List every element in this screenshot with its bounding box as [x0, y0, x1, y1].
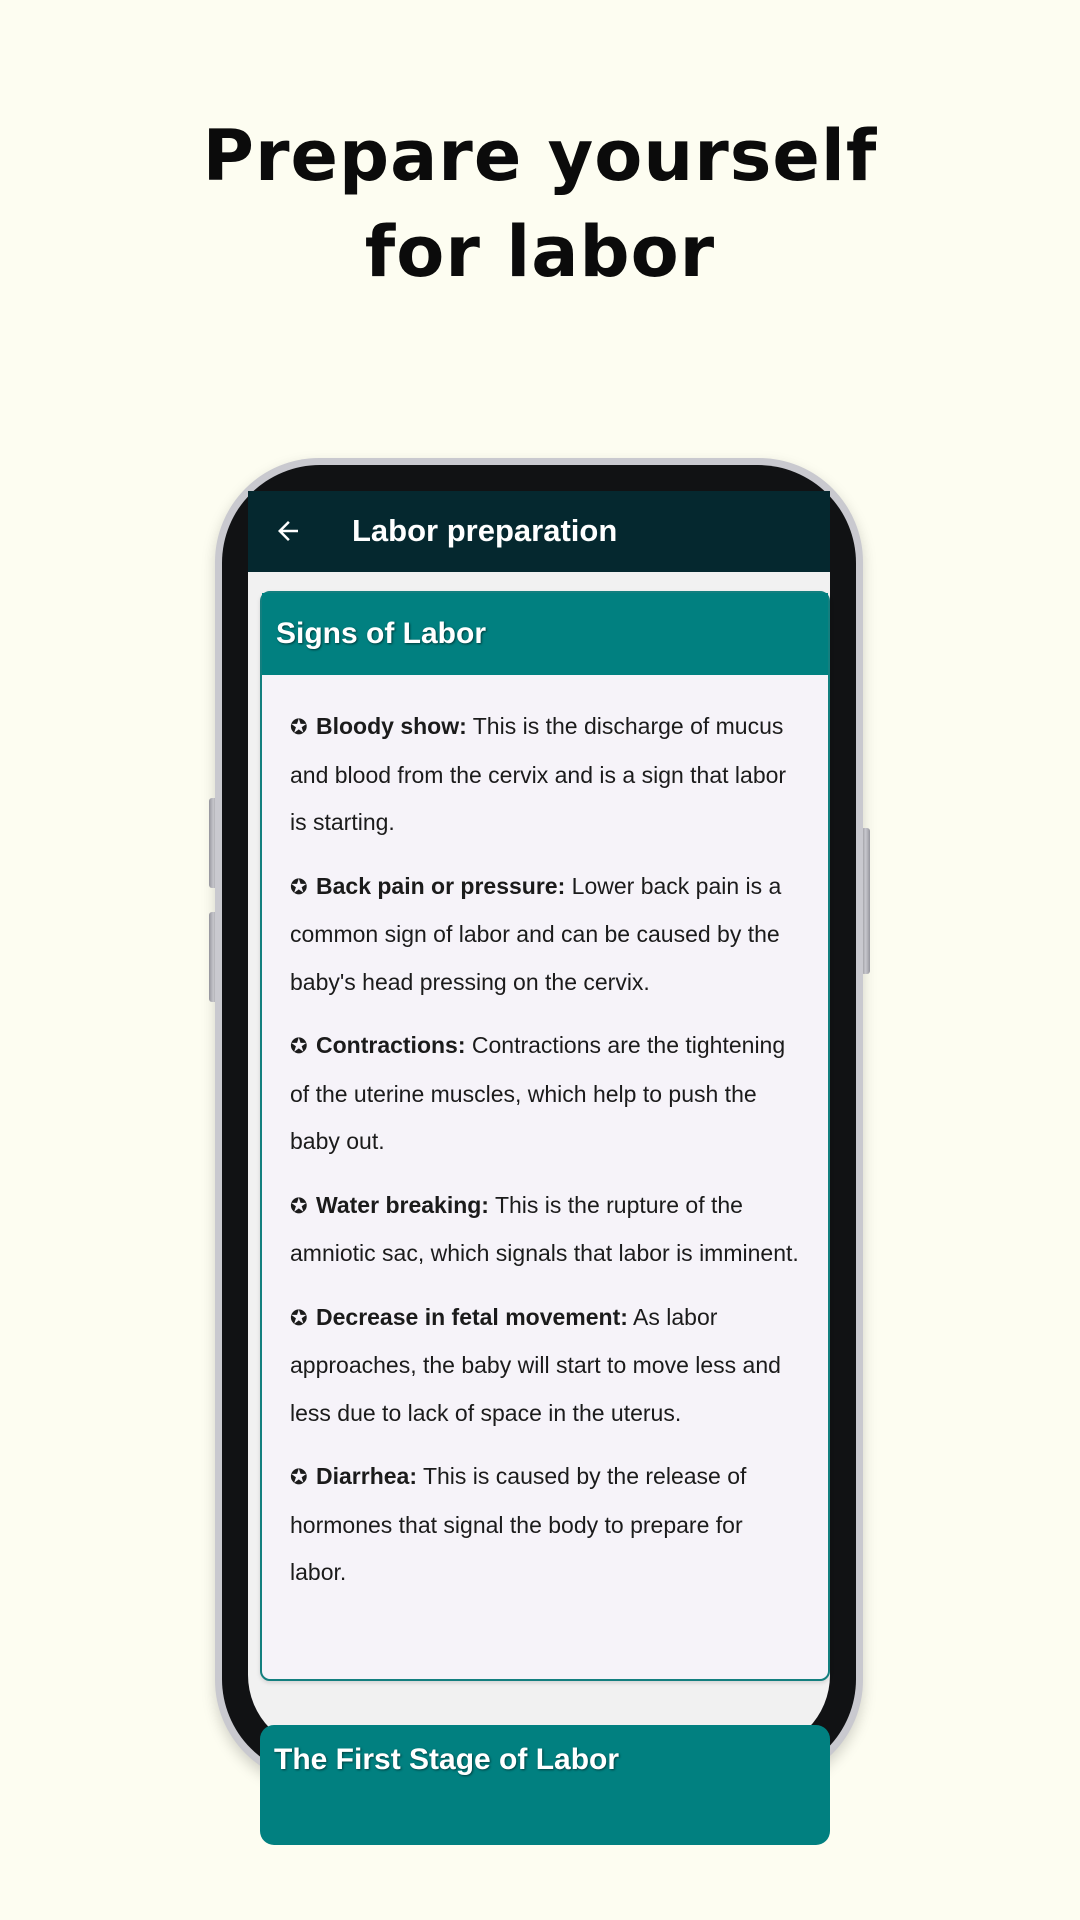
- sign-label: Bloody show:: [316, 713, 467, 739]
- phone-frame: [215, 458, 863, 1784]
- sign-label: Contractions:: [316, 1032, 466, 1058]
- back-button[interactable]: [266, 509, 310, 553]
- phone-screen: [248, 491, 830, 1776]
- list-item: [290, 863, 802, 1007]
- sign-text: Contractions are the tightening of the uterine muscles, which help to push the baby out.: [290, 1032, 786, 1154]
- promo-title: [0, 108, 1080, 300]
- list-item: [290, 703, 802, 847]
- sign-label: Decrease in fetal movement:: [316, 1303, 628, 1330]
- bullet-star-icon: ✪: [290, 1466, 308, 1489]
- sign-text: This is caused by the release of hormones that signal the body to prepare for labor.: [290, 1463, 747, 1585]
- sign-text: Lower back pain is a common sign of labor and can be caused by the baby's head pressing on the cervix.: [290, 872, 782, 995]
- sign-label: Water breaking:: [316, 1191, 489, 1218]
- bullet-star-icon: ✪: [290, 875, 308, 899]
- first-stage-of-labor-card[interactable]: [260, 1725, 830, 1845]
- list-item: [290, 1453, 802, 1597]
- sign-label: Diarrhea:: [316, 1463, 417, 1489]
- signs-of-labor-card: [260, 591, 830, 1681]
- sign-label: Back pain or pressure:: [316, 872, 566, 899]
- sign-text: This is the rupture of the amniotic sac, which signals that labor is imminent.: [290, 1191, 799, 1266]
- bullet-star-icon: ✪: [290, 1306, 308, 1330]
- card-header: The First Stage of Labor: [274, 1743, 620, 1776]
- list-item: [290, 1182, 802, 1278]
- bullet-star-icon: ✪: [290, 716, 308, 739]
- bullet-star-icon: ✪: [290, 1035, 308, 1058]
- card-body: [262, 675, 828, 1597]
- arrow-left-icon: [273, 516, 303, 546]
- app-bar-title: Labor preparation: [352, 513, 618, 548]
- app-bar: [248, 491, 830, 572]
- promo-title-line-1: Prepare yourself: [202, 115, 878, 197]
- sign-text: As labor approaches, the baby will start to move less and less due to lack of space in the uterus.: [290, 1303, 781, 1426]
- list-item: [290, 1022, 802, 1166]
- sign-text: This is the discharge of mucus and blood from the cervix and is a sign that labor is starting.: [290, 713, 787, 835]
- bullet-star-icon: ✪: [290, 1194, 308, 1218]
- card-header: Signs of Labor: [262, 593, 828, 675]
- phone-bezel: [222, 465, 856, 1777]
- list-item: [290, 1294, 802, 1438]
- promo-title-line-2: for labor: [364, 211, 716, 293]
